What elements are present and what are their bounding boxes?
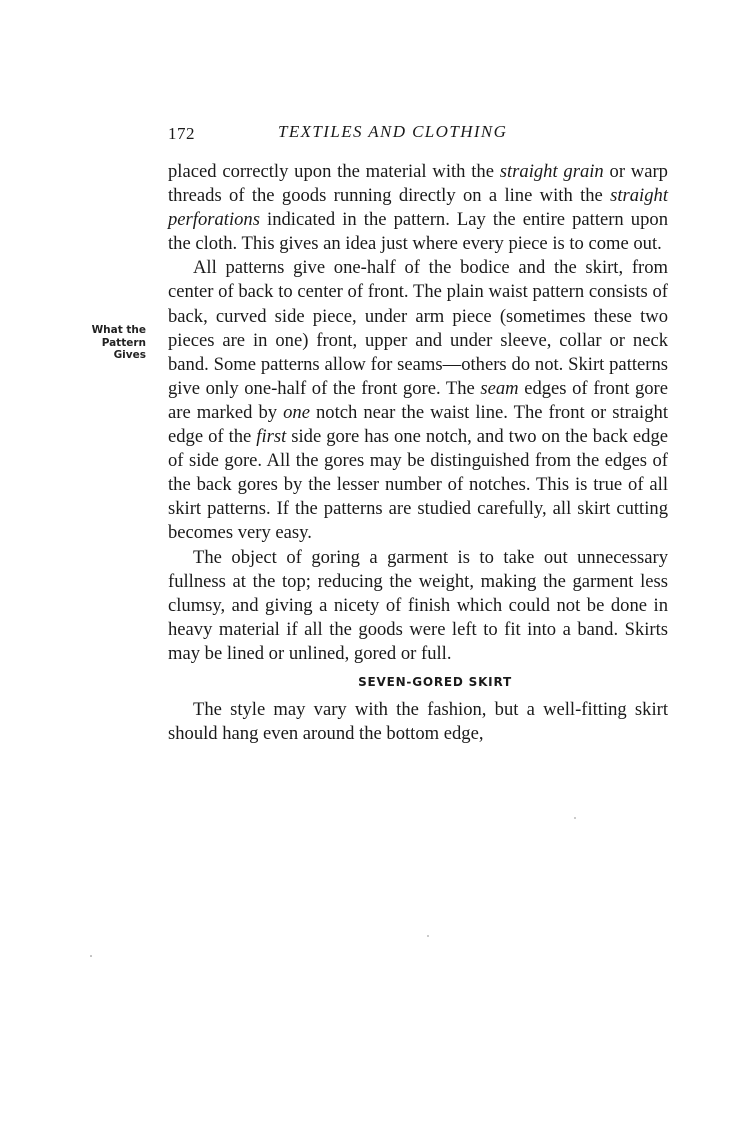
text-run: All patterns give one-half of the bodice and the skirt, from center of back to center of front. The plain waist pattern consists of back, curved side piece, under arm piece (sometimes these two pieces are in one) front, upper and under sleeve, collar or neck band. Some patterns allow for seams—others do not. Skirt patterns give only one-half of the front gore. The bbox=[168, 257, 668, 399]
paragraph-object-of-goring bbox=[168, 546, 668, 666]
page-number: 172 bbox=[168, 124, 195, 143]
text-run: or warp threads of the goods running directly on a line with the bbox=[168, 161, 668, 207]
paragraph-what-pattern-gives bbox=[168, 256, 668, 545]
text-run: placed correctly upon the material with the bbox=[168, 161, 500, 182]
text-run: The style may vary with the fashion, but a well-fitting skirt should hang even around the bottom edge, bbox=[168, 698, 668, 745]
italic-text: straight perforations bbox=[168, 185, 668, 231]
text-run: side gore has one notch, and two on the back edge of side gore. All the gores may be distinguished from the edges of the back gores by the lesser number of notches. This is true of all skirt patterns. If the patterns are studied carefully, all skirt cutting becomes very easy. bbox=[168, 426, 668, 544]
italic-text: one bbox=[283, 401, 310, 423]
text-run: indicated in the pattern. Lay the entire pattern upon the cloth. This gives an idea just where every piece is to come out. bbox=[168, 209, 668, 255]
scan-speck bbox=[574, 817, 576, 819]
scan-speck bbox=[427, 935, 429, 937]
italic-text: seam bbox=[480, 377, 519, 399]
paragraph-continued bbox=[168, 160, 668, 256]
section-heading: SEVEN-GORED SKIRT bbox=[358, 674, 512, 689]
page-header bbox=[166, 122, 666, 150]
scan-speck bbox=[90, 955, 92, 957]
margin-note bbox=[70, 324, 146, 362]
paragraph-seven-gored-skirt bbox=[168, 698, 668, 746]
margin-note-line: Gives bbox=[113, 349, 146, 361]
margin-note-line: What the bbox=[91, 324, 146, 336]
text-run: edges of front gore are marked by bbox=[168, 377, 668, 423]
body-text bbox=[168, 160, 668, 746]
italic-text: first bbox=[256, 426, 287, 448]
text-run: notch near the waist line. The front or straight edge of the bbox=[168, 401, 668, 448]
text-run: The object of goring a garment is to take out unnecessary fullness at the top; reducing the weight, making the garment less clumsy, and giving a nicety of finish which could not be done in heavy material if all the goods were left to fit into a band. Skirts may be lined or unlined, gored or full. bbox=[168, 546, 668, 664]
margin-note-line: Pattern bbox=[101, 336, 146, 349]
running-title: TEXTILES AND CLOTHING bbox=[278, 122, 508, 141]
italic-text: straight grain bbox=[499, 161, 604, 182]
